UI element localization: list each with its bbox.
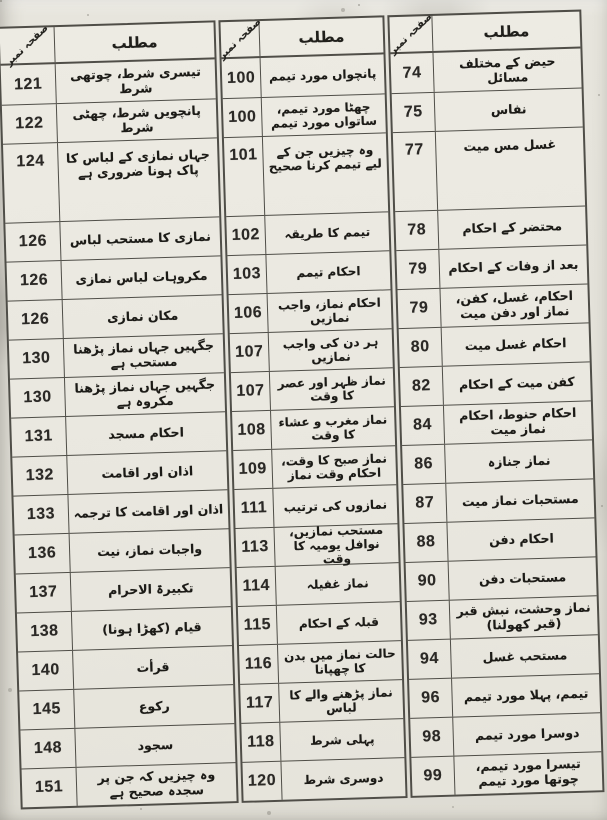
table-row xyxy=(17,606,232,651)
page-number-header-label: صفحہ نمبر xyxy=(3,22,51,69)
table-row xyxy=(3,137,219,222)
scan-noise xyxy=(0,0,2,2)
table-row xyxy=(402,439,593,484)
topic-cell: ہر دن کی واجب نمازیں xyxy=(282,334,379,365)
page-number-cell: 80 xyxy=(399,328,443,367)
page-number-cell: 131 xyxy=(11,417,67,457)
table-row xyxy=(8,294,223,339)
page-number-cell: 132 xyxy=(12,456,68,496)
table-row xyxy=(16,567,231,612)
page-number-cell: 111 xyxy=(234,489,274,528)
page-number-cell: 124 xyxy=(3,143,60,223)
page-number-cell: 82 xyxy=(400,367,444,406)
page-number-header-label: صفحہ نمبر xyxy=(216,16,264,62)
topic-cell: مستحبات نماز میت xyxy=(461,490,579,509)
table-row xyxy=(11,411,226,456)
topic-cell: جہاں نمازی کے لباس کا پاک ہونا ضروری ہے xyxy=(65,146,211,181)
page-number-cell: 100 xyxy=(222,58,262,98)
page-number-cell: 87 xyxy=(403,484,447,523)
table-row xyxy=(407,595,598,640)
page-number-cell: 102 xyxy=(226,216,266,255)
topic-cell: نماز غفیلہ xyxy=(306,575,369,592)
topic-cell: احکام غسل میت xyxy=(464,334,567,353)
page-number-cell: 120 xyxy=(242,762,282,801)
topic-cell: احکام حنوط، احکام نماز میت xyxy=(458,405,577,438)
topic-cell: احکام، غسل، کفن، نماز اور دفن میت xyxy=(455,288,574,322)
page-number-header-label: صفحہ نمبر xyxy=(387,11,435,57)
page-number-cell: 115 xyxy=(238,606,278,645)
page-number-cell: 118 xyxy=(241,723,281,762)
table-row xyxy=(227,250,390,294)
table-row xyxy=(399,322,590,367)
topic-cell: حیض کے مختلف مسائل xyxy=(458,53,556,85)
page-number-cell: 108 xyxy=(232,411,272,450)
topic-cell: احکام تیمم xyxy=(296,264,361,280)
table-row xyxy=(230,328,393,372)
table-row xyxy=(240,679,403,723)
page-number-cell: 117 xyxy=(240,684,280,723)
table-row xyxy=(9,333,224,378)
page-number-cell: 79 xyxy=(397,289,441,328)
topic-cell: نماز صبح کا وقت، احکام وقت نماز xyxy=(280,451,388,483)
topic-cell: احکام نماز، واجب نمازیں xyxy=(277,295,381,326)
topic-cell: کفن میت کے احکام xyxy=(458,373,575,392)
contents-table-middle xyxy=(218,15,407,803)
table-rows xyxy=(1,59,237,807)
topic-cell: مستحب غسل xyxy=(482,646,568,665)
table-row xyxy=(229,289,392,333)
topic-cell: نفاس xyxy=(490,100,527,117)
topic-cell: جگہیں جہاں نماز پڑھنا مکروہ ہے xyxy=(74,376,216,410)
table-row xyxy=(410,712,601,757)
topic-header: مطلب xyxy=(111,32,158,52)
page-number-cell: 121 xyxy=(1,64,57,105)
page-number-cell: 130 xyxy=(9,339,65,379)
topic-cell: مستحب نمازیں، نوافل یومیہ کا وقت xyxy=(288,522,384,567)
table-row xyxy=(232,406,395,450)
table-row xyxy=(409,673,600,718)
table-header xyxy=(389,12,580,55)
page-number-header xyxy=(216,16,264,62)
topic-cell: پانچویں شرط، چھٹی شرط xyxy=(72,103,201,136)
table-row xyxy=(396,244,587,289)
page-number-cell: 145 xyxy=(19,690,75,730)
page-number-cell: 84 xyxy=(401,406,445,445)
topic-cell: تیسری شرط، چوتھی شرط xyxy=(69,63,201,96)
page-number-cell: 138 xyxy=(17,612,73,652)
topic-cell: تکبیرۃ الاحرام xyxy=(107,579,194,598)
page-number-cell: 106 xyxy=(229,294,269,333)
table-row xyxy=(403,478,594,523)
page-number-cell: 99 xyxy=(411,757,455,796)
topic-cell: محتضر کے احکام xyxy=(462,217,563,236)
table-row xyxy=(233,445,396,489)
table-row xyxy=(241,718,404,762)
page-number-cell: 96 xyxy=(409,679,453,718)
page-number-cell: 140 xyxy=(18,651,74,691)
table-row xyxy=(1,59,216,104)
page-number-cell: 78 xyxy=(395,211,439,250)
topic-cell: وہ چیزیں جن کے لیے تیمم کرنا صحیح xyxy=(268,142,382,175)
page-number-cell: 88 xyxy=(404,523,448,562)
page-number-cell: 107 xyxy=(230,333,270,372)
topic-cell: غسل مس میت xyxy=(463,136,557,155)
table-row xyxy=(411,751,602,796)
topic-cell: نماز وحشت، نبش قبر (قبر کھولنا) xyxy=(456,599,591,633)
table-row xyxy=(406,556,597,601)
table-row xyxy=(22,762,237,807)
topic-header: مطلب xyxy=(483,21,530,41)
page-number-cell: 100 xyxy=(223,98,263,137)
table-row xyxy=(393,127,585,212)
table-row xyxy=(404,517,595,562)
topic-cell: قبلہ کے احکام xyxy=(298,614,380,632)
topic-cell: واجبات نماز، نیت xyxy=(96,540,203,559)
topic-cell: وہ چیزیں کہ جن پر سجدہ صحیح ہے xyxy=(97,766,216,800)
topic-cell: احکام مسجد xyxy=(108,424,185,442)
table-row xyxy=(6,255,221,300)
page-number-cell: 151 xyxy=(22,768,78,808)
table-row xyxy=(408,634,599,679)
page-number-cell: 79 xyxy=(396,250,440,289)
table-row xyxy=(2,98,217,143)
page-number-cell: 103 xyxy=(227,255,267,294)
table-row xyxy=(242,757,405,801)
table-row xyxy=(235,523,398,567)
page-number-cell: 122 xyxy=(2,104,58,144)
topic-cell: نماز جنازہ xyxy=(487,452,551,470)
page-number-cell: 107 xyxy=(231,372,271,411)
table-row xyxy=(401,400,592,445)
page-number-cell: 101 xyxy=(224,137,265,216)
table-row xyxy=(239,640,402,684)
table-row xyxy=(223,93,386,137)
page-number-cell: 133 xyxy=(13,495,69,535)
topic-cell: نماز پڑھنے والے کا لباس xyxy=(289,685,393,716)
topic-cell: قرأت xyxy=(136,658,170,675)
topic-cell: دوسرا مورد تیمم xyxy=(474,724,580,743)
table-row xyxy=(20,723,235,768)
page-number-cell: 116 xyxy=(239,645,279,684)
topic-cell: نمازی کا مستحب لباس xyxy=(69,228,212,248)
table-row xyxy=(397,283,588,328)
topic-cell: پہلی شرط xyxy=(309,731,375,748)
page-number-cell: 137 xyxy=(16,573,72,613)
page-number-header xyxy=(387,11,435,57)
topic-cell: نمازوں کی ترتیب xyxy=(283,497,388,515)
page-number-cell: 109 xyxy=(233,450,273,489)
page-number-cell: 94 xyxy=(408,640,452,679)
page-number-cell: 74 xyxy=(390,53,434,93)
table-rows xyxy=(222,54,406,800)
topic-cell: چھٹا مورد تیمم، ساتواں مورد تیمم xyxy=(270,99,378,131)
page-number-cell: 86 xyxy=(402,445,446,484)
table-header xyxy=(0,22,215,69)
table-row xyxy=(224,132,388,216)
table-row xyxy=(400,361,591,406)
page-number-cell: 148 xyxy=(20,729,76,769)
topic-cell: تیمم کا طریقہ xyxy=(284,224,371,242)
table-row xyxy=(392,88,583,133)
topic-cell: مکروہات لباس نمازی xyxy=(75,267,208,287)
table-row xyxy=(12,450,227,495)
table-row xyxy=(15,528,230,573)
table-row xyxy=(226,211,389,255)
table-rows xyxy=(390,49,602,796)
topic-cell: جگہیں جہاں نماز پڑھنا مستحب ہے xyxy=(73,337,215,371)
table-row xyxy=(19,684,234,729)
table-row xyxy=(390,49,581,94)
table-row xyxy=(5,216,220,261)
topic-cell: دوسری شرط xyxy=(303,770,384,788)
table-row xyxy=(18,645,233,690)
topic-cell: اذان اور اقامت xyxy=(101,462,194,481)
topic-cell: تیمم، پہلا مورد تیمم xyxy=(463,685,589,704)
contents-table-left xyxy=(0,20,239,809)
contents-table-right xyxy=(387,10,604,798)
topic-cell: پانچواں مورد تیمم xyxy=(268,67,377,85)
page-number-cell: 126 xyxy=(7,261,63,301)
topic-cell: مستحبات دفن xyxy=(478,568,567,587)
topic-cell: حالت نماز میں بدن کا چھپانا xyxy=(283,646,396,677)
table-row xyxy=(237,562,400,606)
page-number-cell: 114 xyxy=(237,567,277,606)
topic-cell: رکوع xyxy=(138,697,170,714)
table-row xyxy=(234,484,397,528)
topic-cell: احکام دفن xyxy=(488,530,554,548)
table-row xyxy=(10,372,225,417)
page-number-cell: 90 xyxy=(406,562,450,601)
topic-cell: تیسرا مورد تیمم، چوتھا مورد تیمم xyxy=(475,756,581,789)
topic-cell: بعد از وفات کے احکام xyxy=(448,256,579,276)
page-number-cell: 136 xyxy=(15,534,71,574)
page-number-cell: 98 xyxy=(410,718,454,757)
topic-cell: اذان اور اقامت کا ترجمہ xyxy=(73,500,224,521)
page-number-cell: 93 xyxy=(407,601,451,640)
topic-cell: نماز ظہر اور عصر کا وقت xyxy=(277,373,387,404)
page-number-cell: 126 xyxy=(5,222,61,262)
topic-cell: مکان نمازی xyxy=(106,307,179,325)
topic-cell: سجود xyxy=(137,736,174,753)
table-row xyxy=(231,367,394,411)
table-row xyxy=(238,601,401,645)
topic-cell: نماز مغرب و عشاء کا وقت xyxy=(278,412,388,443)
page-number-cell: 77 xyxy=(393,132,438,211)
page-number-cell: 126 xyxy=(8,300,64,340)
page-number-cell: 75 xyxy=(392,93,436,132)
table-row xyxy=(13,489,228,534)
page-number-cell: 113 xyxy=(236,528,276,567)
topic-header: مطلب xyxy=(298,27,345,47)
page-number-cell: 130 xyxy=(10,378,66,418)
table-of-contents xyxy=(0,10,604,810)
page-number-header xyxy=(0,22,56,69)
table-row xyxy=(222,54,385,98)
topic-cell: قیام (کھڑا ہونا) xyxy=(102,618,202,637)
table-row xyxy=(395,205,586,250)
table-header xyxy=(216,16,383,62)
